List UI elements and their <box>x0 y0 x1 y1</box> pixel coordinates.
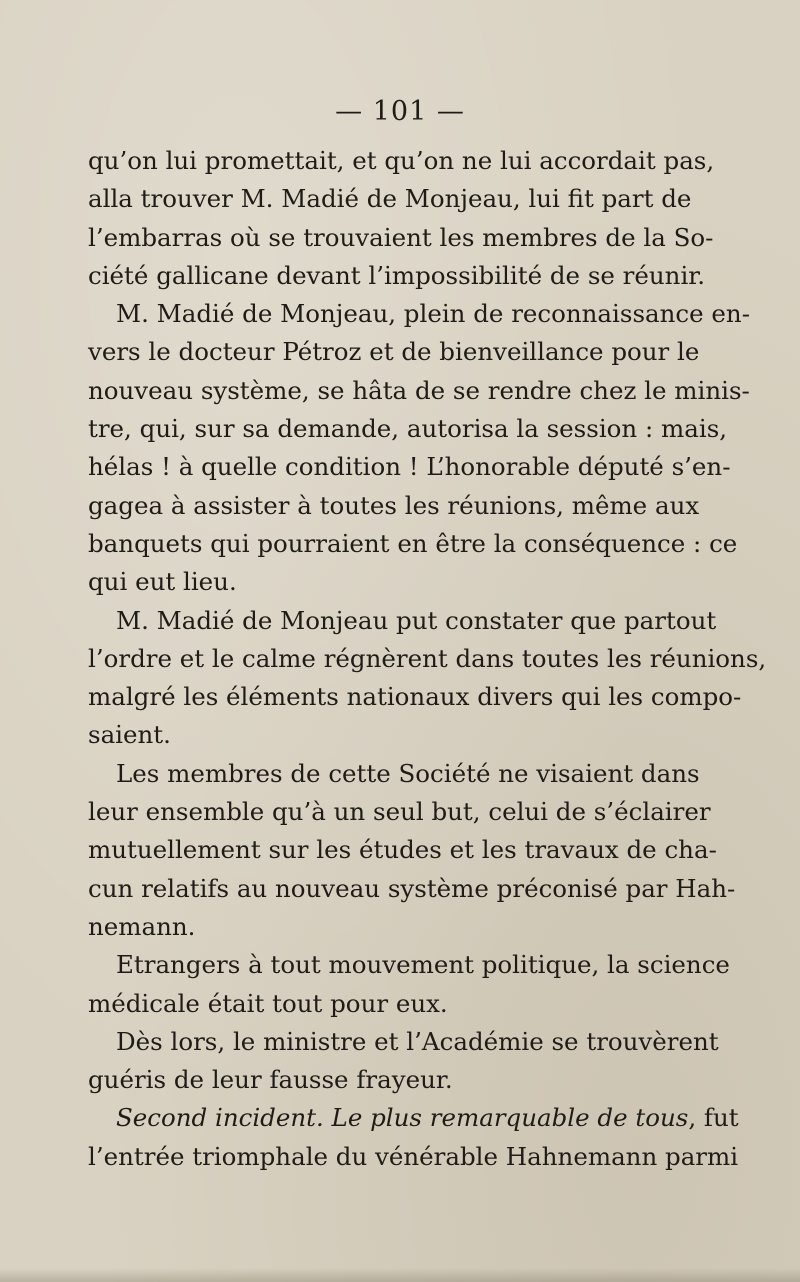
text-line: Dès lors, le ministre et l’Académie se trouvèrent <box>116 1026 719 1056</box>
text-line: qu’on lui promettait, et qu’on ne lui accordait pas, <box>88 146 715 175</box>
text-line: cun relatifs au nouveau système préconisé par Hah- <box>88 873 736 903</box>
page-number: — 101 — <box>335 96 465 127</box>
text-line: M. Madié de Monjeau put constater que partout <box>116 605 717 635</box>
text-line: banquets qui pourraient en être la conséquence : ce <box>88 528 738 558</box>
page-edge-shadow <box>0 1268 800 1282</box>
text-line: ciété gallicane devant l’impossibilité de se réunir. <box>88 260 706 290</box>
text-line: saient. <box>88 720 171 750</box>
text-line <box>88 1099 739 1137</box>
body-text <box>88 142 767 1176</box>
text-line: malgré les éléments nationaux divers qui les compo- <box>88 682 742 712</box>
text-line: qui eut lieu. <box>88 567 237 597</box>
text-line: Les membres de cette Société ne visaient dans <box>116 758 700 788</box>
text-line: guéris de leur fausse frayeur. <box>88 1065 453 1095</box>
text-line: mutuellement sur les études et les travaux de cha- <box>88 835 717 865</box>
text-line: vers le docteur Pétroz et de bienveillance pour le <box>88 337 700 367</box>
text-line: hélas ! à quelle condition ! L’honorable député s’en- <box>88 452 731 482</box>
text-line: leur ensemble qu’à un seul but, celui de s’éclairer <box>88 797 711 827</box>
text-fragment: , fut <box>688 1103 739 1133</box>
text-line: M. Madié de Monjeau, plein de reconnaissance en- <box>116 299 750 329</box>
text-line: l’entrée triomphale du vénérable Hahnemann parmi <box>88 1141 739 1171</box>
text-line: Etrangers à tout mouvement politique, la science <box>116 950 730 980</box>
text-line: médicale était tout pour eux. <box>88 988 448 1018</box>
text-line: l’embarras où se trouvaient les membres de la So- <box>88 222 714 252</box>
italic-phrase: Second incident. Le plus remarquable de tous <box>116 1103 689 1133</box>
text-line: tre, qui, sur sa demande, autorisa la session : mais, <box>88 414 728 444</box>
text-line: gagea à assister à toutes les réunions, même aux <box>88 490 700 520</box>
text-line: nemann. <box>88 911 196 941</box>
text-line: nouveau système, se hâta de se rendre chez le minis- <box>88 375 750 405</box>
text-line: alla trouver M. Madié de Monjeau, lui fit part de <box>88 184 692 214</box>
text-line: l’ordre et le calme régnèrent dans toutes les réunions, <box>88 643 767 673</box>
